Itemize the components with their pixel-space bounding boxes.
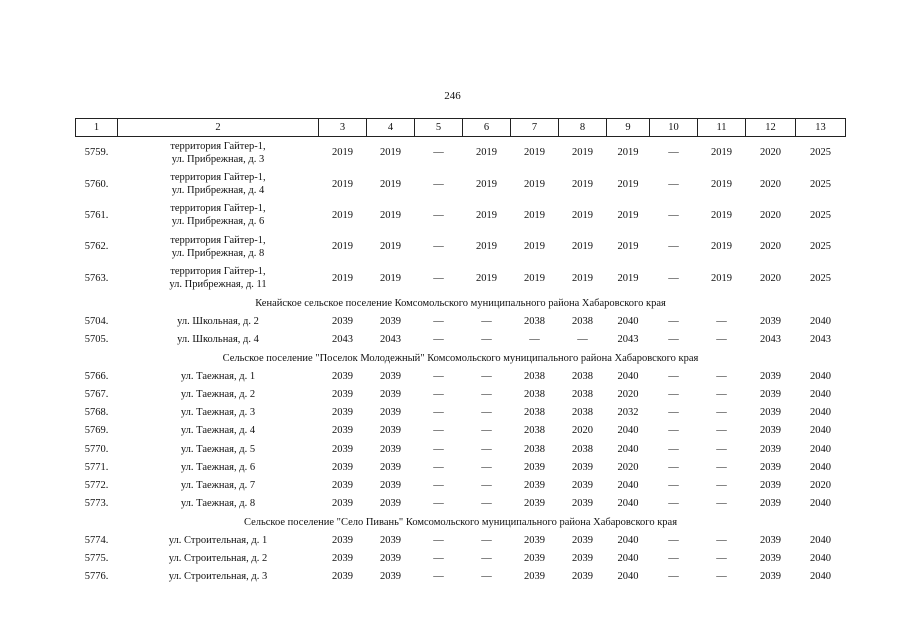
- section-row: [76, 349, 846, 368]
- column-header-3: 3: [319, 119, 367, 137]
- year-cell: 2039: [572, 534, 593, 546]
- year-cell: 2039: [572, 461, 593, 473]
- year-cell: 2039: [524, 553, 545, 565]
- year-cell: 2040: [810, 425, 831, 437]
- year-cell: —: [716, 498, 727, 510]
- table-row: [76, 458, 846, 476]
- year-cell: —: [668, 571, 679, 583]
- year-cell: 2038: [524, 316, 545, 328]
- column-header-1: 1: [76, 119, 118, 137]
- year-cell: 2020: [760, 147, 781, 159]
- year-cell: 2039: [380, 480, 401, 492]
- column-header-7: 7: [511, 119, 559, 137]
- year-cell: —: [433, 147, 444, 159]
- year-cell: —: [716, 370, 727, 382]
- address-cell: [118, 200, 319, 231]
- year-cell: 2019: [572, 178, 593, 190]
- year-cell: —: [433, 534, 444, 546]
- year-cell: —: [433, 407, 444, 419]
- year-cell: —: [433, 178, 444, 190]
- address-cell: [118, 331, 319, 349]
- column-header-4: 4: [367, 119, 415, 137]
- year-cell: —: [716, 553, 727, 565]
- year-cell: —: [433, 553, 444, 565]
- year-cell: 2040: [617, 534, 639, 546]
- year-cell: 2038: [572, 443, 593, 455]
- table-row: [76, 531, 846, 549]
- year-cell: —: [433, 571, 444, 583]
- year-cell: —: [481, 316, 492, 328]
- year-cell: —: [433, 272, 444, 284]
- year-cell: —: [668, 534, 679, 546]
- year-cell: 2040: [810, 316, 831, 328]
- table-row: [76, 404, 846, 422]
- year-cell: —: [716, 443, 727, 455]
- address-line: ул. Прибрежная, д. 6: [171, 216, 265, 228]
- year-cell: 2043: [810, 334, 831, 346]
- row-number: 5768.: [84, 407, 109, 419]
- year-cell: 2020: [760, 178, 781, 190]
- year-cell: 2039: [332, 425, 353, 437]
- year-cell: 2040: [617, 370, 639, 382]
- year-cell: 2019: [711, 241, 732, 253]
- year-cell: 2019: [380, 178, 401, 190]
- year-cell: 2043: [760, 334, 781, 346]
- year-cell: 2039: [524, 534, 545, 546]
- year-cell: —: [529, 334, 540, 346]
- year-cell: 2040: [810, 407, 831, 419]
- address-cell: [118, 440, 319, 458]
- year-cell: —: [433, 480, 444, 492]
- year-cell: 2039: [760, 407, 781, 419]
- year-cell: 2039: [524, 480, 545, 492]
- table-row: [76, 440, 846, 458]
- column-header-2: 2: [118, 119, 319, 137]
- row-number: 5766.: [84, 370, 109, 382]
- year-cell: 2039: [380, 498, 401, 510]
- address-line: ул. Таежная, д. 7: [180, 480, 256, 492]
- year-cell: 2019: [572, 209, 593, 221]
- year-cell: —: [668, 461, 679, 473]
- year-cell: 2039: [760, 370, 781, 382]
- year-cell: 2019: [476, 241, 497, 253]
- row-number: 5760.: [84, 178, 109, 190]
- year-cell: 2039: [760, 553, 781, 565]
- row-number: 5770.: [84, 443, 109, 455]
- year-cell: —: [668, 480, 679, 492]
- year-cell: 2040: [810, 534, 831, 546]
- year-cell: 2019: [524, 241, 545, 253]
- year-cell: 2019: [524, 178, 545, 190]
- year-cell: 2019: [617, 178, 639, 190]
- year-cell: 2039: [572, 498, 593, 510]
- year-cell: 2025: [810, 272, 831, 284]
- row-number: 5772.: [84, 480, 109, 492]
- year-cell: 2039: [524, 571, 545, 583]
- row-number: 5762.: [84, 241, 109, 253]
- year-cell: 2020: [572, 425, 593, 437]
- year-cell: 2039: [332, 316, 353, 328]
- year-cell: 2019: [380, 272, 401, 284]
- year-cell: 2019: [476, 209, 497, 221]
- year-cell: 2038: [524, 389, 545, 401]
- year-cell: —: [668, 370, 679, 382]
- year-cell: 2039: [524, 498, 545, 510]
- year-cell: 2040: [617, 425, 639, 437]
- address-line: ул. Строительная, д. 1: [168, 534, 268, 546]
- year-cell: 2019: [711, 147, 732, 159]
- address-cell: [118, 168, 319, 199]
- section-title: Кенайское сельское поселение Комсомольского муниципального района Хабаровского края: [255, 297, 666, 309]
- year-cell: 2040: [810, 461, 831, 473]
- year-cell: 2019: [572, 272, 593, 284]
- year-cell: 2038: [572, 389, 593, 401]
- table-row: [76, 476, 846, 494]
- year-cell: —: [481, 480, 492, 492]
- address-line: ул. Школьная, д. 2: [177, 316, 259, 328]
- year-cell: 2039: [760, 534, 781, 546]
- row-number: 5774.: [84, 534, 109, 546]
- year-cell: —: [433, 316, 444, 328]
- year-cell: 2020: [617, 461, 639, 473]
- year-cell: 2019: [617, 209, 639, 221]
- address-line: ул. Таежная, д. 1: [180, 370, 256, 382]
- year-cell: 2019: [711, 178, 732, 190]
- year-cell: 2019: [476, 178, 497, 190]
- year-cell: 2019: [332, 209, 353, 221]
- year-cell: 2020: [760, 272, 781, 284]
- row-number: 5759.: [84, 147, 109, 159]
- year-cell: —: [481, 443, 492, 455]
- year-cell: 2039: [572, 480, 593, 492]
- year-cell: 2039: [332, 534, 353, 546]
- year-cell: 2040: [810, 571, 831, 583]
- year-cell: 2039: [760, 571, 781, 583]
- address-line: ул. Таежная, д. 6: [180, 461, 256, 473]
- table-row: [76, 422, 846, 440]
- year-cell: 2025: [810, 178, 831, 190]
- year-cell: —: [433, 241, 444, 253]
- year-cell: 2020: [760, 209, 781, 221]
- year-cell: 2040: [617, 443, 639, 455]
- year-cell: 2040: [810, 553, 831, 565]
- year-cell: —: [668, 147, 679, 159]
- year-cell: —: [716, 480, 727, 492]
- year-cell: 2039: [760, 461, 781, 473]
- address-line: ул. Прибрежная, д. 4: [171, 185, 265, 197]
- year-cell: 2040: [617, 480, 639, 492]
- year-cell: 2019: [332, 241, 353, 253]
- address-cell: [118, 263, 319, 294]
- year-cell: 2039: [380, 407, 401, 419]
- year-cell: 2039: [332, 461, 353, 473]
- row-number: 5773.: [84, 498, 109, 510]
- year-cell: 2039: [332, 443, 353, 455]
- year-cell: —: [433, 498, 444, 510]
- page-number: 246: [444, 90, 461, 102]
- year-cell: 2040: [810, 498, 831, 510]
- year-cell: 2039: [332, 480, 353, 492]
- year-cell: 2040: [617, 571, 639, 583]
- year-cell: 2019: [617, 147, 639, 159]
- address-cell: [118, 404, 319, 422]
- column-header-10: 10: [650, 119, 698, 137]
- address-cell: [118, 137, 319, 169]
- year-cell: 2039: [760, 480, 781, 492]
- address-cell: [118, 386, 319, 404]
- address-cell: [118, 312, 319, 330]
- address-cell: [118, 231, 319, 262]
- column-header-8: 8: [559, 119, 607, 137]
- year-cell: 2038: [524, 425, 545, 437]
- year-cell: —: [481, 571, 492, 583]
- year-cell: 2020: [810, 480, 831, 492]
- address-line: ул. Таежная, д. 4: [180, 425, 256, 437]
- year-cell: 2039: [760, 389, 781, 401]
- year-cell: 2039: [380, 389, 401, 401]
- year-cell: —: [577, 334, 588, 346]
- year-cell: 2039: [380, 571, 401, 583]
- year-cell: 2019: [332, 178, 353, 190]
- row-number: 5776.: [84, 571, 109, 583]
- year-cell: 2039: [380, 370, 401, 382]
- table-row: [76, 568, 846, 586]
- table-row: [76, 331, 846, 349]
- year-cell: —: [481, 407, 492, 419]
- year-cell: —: [481, 461, 492, 473]
- year-cell: 2020: [617, 389, 639, 401]
- year-cell: 2038: [524, 370, 545, 382]
- year-cell: —: [668, 443, 679, 455]
- address-line: ул. Школьная, д. 4: [177, 334, 259, 346]
- year-cell: 2039: [332, 571, 353, 583]
- year-cell: 2039: [572, 553, 593, 565]
- address-line: ул. Таежная, д. 2: [180, 389, 256, 401]
- address-cell: [118, 458, 319, 476]
- section-title: Сельское поселение "Село Пивань" Комсомольского муниципального района Хабаровского края: [243, 516, 678, 528]
- year-cell: 2039: [332, 498, 353, 510]
- address-line: ул. Прибрежная, д. 11: [169, 279, 267, 291]
- year-cell: —: [716, 571, 727, 583]
- year-cell: —: [481, 334, 492, 346]
- section-row: [76, 513, 846, 532]
- year-cell: —: [668, 209, 679, 221]
- row-number: 5704.: [84, 316, 109, 328]
- table-row: [76, 168, 846, 199]
- row-number: 5705.: [84, 334, 109, 346]
- year-cell: 2019: [572, 147, 593, 159]
- year-cell: 2039: [380, 316, 401, 328]
- year-cell: 2019: [476, 147, 497, 159]
- year-cell: —: [668, 407, 679, 419]
- year-cell: 2019: [524, 272, 545, 284]
- year-cell: 2043: [332, 334, 353, 346]
- year-cell: —: [481, 553, 492, 565]
- year-cell: 2019: [332, 272, 353, 284]
- year-cell: 2039: [760, 498, 781, 510]
- address-line: территория Гайтер-1,: [170, 266, 266, 278]
- year-cell: —: [716, 316, 727, 328]
- year-cell: —: [716, 407, 727, 419]
- year-cell: —: [668, 553, 679, 565]
- table-row: [76, 367, 846, 385]
- year-cell: —: [668, 272, 679, 284]
- housing-register-table: [75, 118, 846, 586]
- year-cell: 2040: [810, 443, 831, 455]
- column-header-13: 13: [796, 119, 846, 137]
- year-cell: 2038: [572, 316, 593, 328]
- year-cell: 2040: [810, 389, 831, 401]
- row-number: 5763.: [84, 272, 109, 284]
- year-cell: 2038: [572, 370, 593, 382]
- year-cell: 2019: [332, 147, 353, 159]
- table-row: [76, 137, 846, 169]
- table-row: [76, 263, 846, 294]
- year-cell: 2039: [332, 407, 353, 419]
- year-cell: 2039: [380, 425, 401, 437]
- year-cell: —: [481, 534, 492, 546]
- year-cell: —: [716, 425, 727, 437]
- year-cell: 2019: [380, 209, 401, 221]
- row-number: 5769.: [84, 425, 109, 437]
- column-number-header: [76, 119, 846, 137]
- row-number: 5767.: [84, 389, 109, 401]
- table-row: [76, 231, 846, 262]
- column-header-9: 9: [607, 119, 650, 137]
- address-line: территория Гайтер-1,: [170, 172, 266, 184]
- address-cell: [118, 367, 319, 385]
- year-cell: 2039: [380, 443, 401, 455]
- table-row: [76, 550, 846, 568]
- year-cell: 2040: [617, 498, 639, 510]
- year-cell: 2038: [524, 443, 545, 455]
- year-cell: 2043: [380, 334, 401, 346]
- year-cell: 2039: [332, 553, 353, 565]
- section-row: [76, 294, 846, 313]
- row-number: 5775.: [84, 553, 109, 565]
- year-cell: —: [481, 498, 492, 510]
- year-cell: 2019: [380, 147, 401, 159]
- address-line: ул. Строительная, д. 3: [168, 571, 268, 583]
- year-cell: 2040: [617, 316, 639, 328]
- year-cell: 2039: [380, 553, 401, 565]
- year-cell: 2043: [617, 334, 639, 346]
- address-line: ул. Таежная, д. 5: [180, 443, 256, 455]
- column-header-12: 12: [746, 119, 796, 137]
- section-title: Сельское поселение "Поселок Молодежный" Комсомольского муниципального района Хабаровского края: [222, 352, 699, 364]
- year-cell: 2039: [524, 461, 545, 473]
- year-cell: 2040: [617, 553, 639, 565]
- year-cell: 2019: [476, 272, 497, 284]
- address-cell: [118, 422, 319, 440]
- year-cell: —: [668, 334, 679, 346]
- year-cell: —: [668, 389, 679, 401]
- year-cell: —: [668, 498, 679, 510]
- year-cell: —: [433, 461, 444, 473]
- year-cell: —: [481, 370, 492, 382]
- year-cell: 2019: [617, 272, 639, 284]
- address-line: территория Гайтер-1,: [170, 140, 266, 152]
- table-row: [76, 495, 846, 513]
- address-line: территория Гайтер-1,: [170, 203, 266, 215]
- address-line: ул. Строительная, д. 2: [168, 553, 268, 565]
- row-number: 5761.: [84, 209, 109, 221]
- year-cell: 2039: [572, 571, 593, 583]
- year-cell: —: [716, 461, 727, 473]
- year-cell: —: [668, 425, 679, 437]
- year-cell: 2039: [380, 534, 401, 546]
- address-line: территория Гайтер-1,: [170, 234, 266, 246]
- address-line: ул. Таежная, д. 8: [180, 498, 256, 510]
- year-cell: 2039: [760, 316, 781, 328]
- year-cell: —: [481, 425, 492, 437]
- address-line: ул. Таежная, д. 3: [180, 407, 256, 419]
- year-cell: 2040: [810, 370, 831, 382]
- year-cell: —: [433, 443, 444, 455]
- year-cell: —: [481, 389, 492, 401]
- year-cell: 2039: [332, 389, 353, 401]
- year-cell: 2019: [524, 147, 545, 159]
- column-header-11: 11: [698, 119, 746, 137]
- year-cell: —: [716, 389, 727, 401]
- year-cell: 2039: [760, 443, 781, 455]
- row-number: 5771.: [84, 461, 109, 473]
- table-row: [76, 386, 846, 404]
- year-cell: —: [433, 370, 444, 382]
- year-cell: —: [716, 334, 727, 346]
- year-cell: 2019: [524, 209, 545, 221]
- address-cell: [118, 531, 319, 549]
- address-line: ул. Прибрежная, д. 8: [171, 247, 265, 259]
- year-cell: 2025: [810, 241, 831, 253]
- year-cell: 2020: [760, 241, 781, 253]
- year-cell: 2039: [760, 425, 781, 437]
- year-cell: 2038: [524, 407, 545, 419]
- year-cell: 2039: [380, 461, 401, 473]
- year-cell: 2025: [810, 209, 831, 221]
- year-cell: 2019: [711, 209, 732, 221]
- year-cell: 2019: [711, 272, 732, 284]
- year-cell: 2032: [617, 407, 639, 419]
- address-cell: [118, 476, 319, 494]
- table-row: [76, 200, 846, 231]
- year-cell: 2019: [572, 241, 593, 253]
- year-cell: —: [716, 534, 727, 546]
- table-row: [76, 312, 846, 330]
- year-cell: —: [668, 178, 679, 190]
- year-cell: —: [433, 389, 444, 401]
- address-line: ул. Прибрежная, д. 3: [171, 153, 265, 165]
- address-cell: [118, 495, 319, 513]
- year-cell: —: [433, 209, 444, 221]
- year-cell: 2039: [332, 370, 353, 382]
- year-cell: 2019: [617, 241, 639, 253]
- address-cell: [118, 568, 319, 586]
- year-cell: —: [433, 334, 444, 346]
- year-cell: 2038: [572, 407, 593, 419]
- year-cell: —: [668, 241, 679, 253]
- address-cell: [118, 550, 319, 568]
- year-cell: 2019: [380, 241, 401, 253]
- column-header-6: 6: [463, 119, 511, 137]
- table-body: [76, 137, 846, 586]
- year-cell: —: [668, 316, 679, 328]
- year-cell: 2025: [810, 147, 831, 159]
- column-header-5: 5: [415, 119, 463, 137]
- year-cell: —: [433, 425, 444, 437]
